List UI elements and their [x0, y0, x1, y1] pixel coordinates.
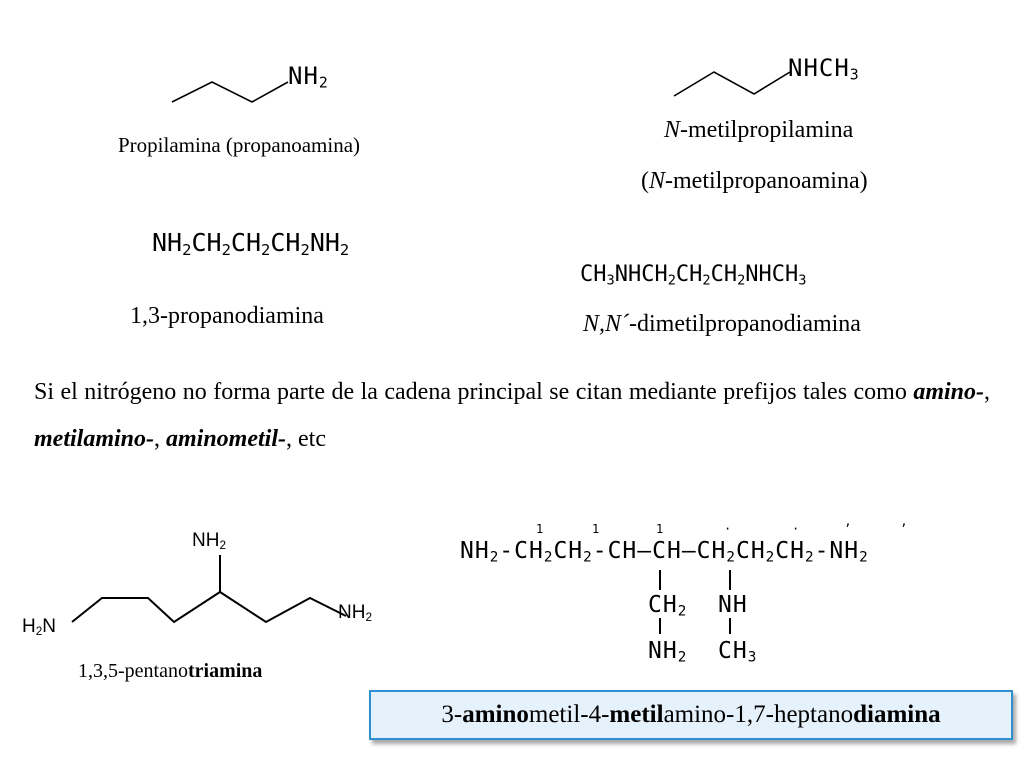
pentanetriamine-right-nh2: $NH_2$ — [338, 602, 372, 624]
explanation-paragraph: Si el nitrógeno no forma parte de la cadena principal se citan mediante prefijos tales como amino-, metilamino-, aminometil-, etc — [34, 379, 990, 452]
heptanediamine-name-box: 3- amino metil-4- metil amino-1,7-heptano diamina — [369, 690, 1013, 740]
propanediamine-formula: $NH_2CH_2CH_2CH_2NH_2$ — [152, 228, 350, 259]
heptanediamine-branch1-nh2: $NH_2$ — [648, 638, 688, 666]
propylamine-structure — [170, 60, 370, 110]
n-methylpropylamine-caption: N-metilpropilamina — [664, 117, 854, 143]
heptanediamine-branch2-ch3: $CH_3$ — [718, 638, 758, 666]
heptanediamine-branch1-ch2: $CH_2$ — [648, 592, 688, 620]
pentanetriamine-caption: 1,3,5-pentanotriamina — [78, 660, 263, 682]
dimethylpropanediamine-formula: $CH_3NHCH_2CH_2CH_2NHCH_3$ — [580, 262, 807, 289]
pentanetriamine-top-nh2: $NH_2$ — [192, 530, 226, 552]
propylamine-caption: Propilamina (propanoamina) — [118, 133, 361, 157]
pentanetriamine-left-h2n: $H_2N$ — [22, 616, 57, 638]
propylamine-group: $NH_2$ — [288, 62, 329, 92]
propanediamine-caption: 1,3-propanodiamina — [130, 303, 324, 329]
dimethylpropanediamine-caption: N,N´-dimetilpropanodiamina — [583, 311, 861, 337]
n-methylpropanoamine-caption: (N-metilpropanoamina) — [641, 168, 868, 194]
heptanediamine-branch2-nh: NH — [718, 592, 748, 618]
n-methylpropylamine-group: $NHCH_3$ — [788, 54, 860, 84]
heptanediamine-main-chain: $NH_2-CH_2CH_2-CH—CH—CH_2CH_2CH_2-NH_2$ — [460, 538, 869, 566]
